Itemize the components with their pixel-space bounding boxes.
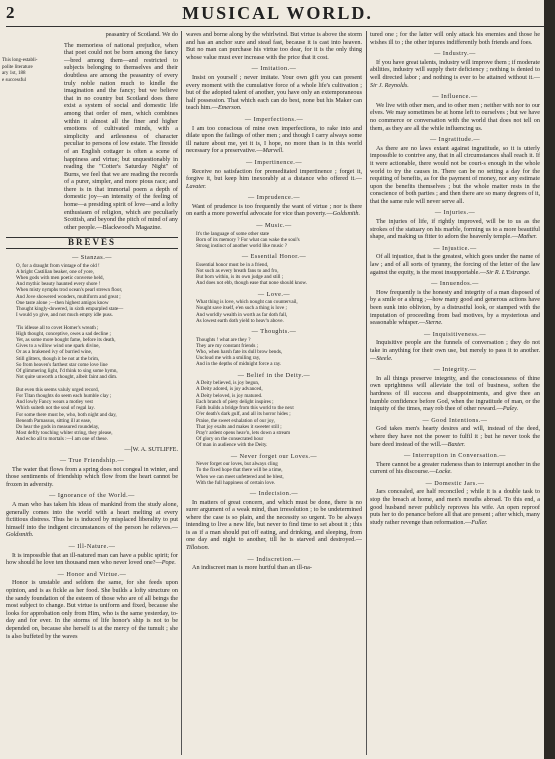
attribution: Locke. [435, 468, 452, 476]
paragraph-text: I am too conscious of mine own imperfections, to rake into and dilate upon the failings of other men ; and though I carry always some ill nature about me, yet it is, I hope, no more than is in this world necessary for a preservative.— [186, 124, 362, 155]
poem-love [196, 299, 362, 324]
verse-line: But born within, is its own judge and still ; [196, 274, 284, 281]
margin-note: polite literature [2, 64, 33, 70]
verse-line: They are my constant friends ; [196, 342, 259, 349]
section-title: — Belief in the Deity.— [237, 371, 311, 379]
paragraph-text: Jars concealed, are half reconciled ; while it is a double task to stop the breach at home, and men's mouths abroad. To this end, a good husband never publicly reproves his wife. An open reproof puts her to do penance before all that are present ; after which, many study rather revenge than reformation.— [370, 488, 540, 526]
poem-thoughts [196, 337, 362, 368]
verse-line: One taste alone ;—then highest amigos know [16, 299, 109, 306]
attribution: Lavater. [186, 182, 207, 190]
section-title: — Never forget our Loves.— [230, 452, 318, 460]
section-title: — Impertinence.— [245, 158, 303, 166]
article-paragraph [370, 339, 540, 362]
paragraph-text: If you have great talents, industry will improve them ; if moderate abilities, industry will supply their deficiency ; nothing is denied to well directed labor ; and nothing is ever to be attained without it.— [370, 58, 540, 81]
attribution: Sir J. Reynolds. [370, 81, 409, 89]
attribution: Sterne. [425, 319, 443, 327]
attribution: Goldsmith. [6, 531, 34, 539]
section-title: — Injustice.— [433, 244, 477, 252]
verse-line: And Jove showered wonders, multiform and great ; [16, 293, 121, 300]
article-paragraph: As there are no laws extant against ingratitude, so it is utterly impossible to contrive any, that in all circumstances shall reach it. If it were actionable, there would not be court-s enough in the whole world to try the causes in. There can be no setting a day for the requiting of benefits, as for the payment of money, nor any estimate upon the benefits themselves ; but the whole matter rests in the conscience of both parties ; and then there are so many degrees of it, that the same rule will never serve all. [370, 144, 540, 205]
poem-belief [196, 380, 362, 448]
verse-line: O, for a draught from vintage of the old ! [16, 262, 100, 269]
paragraph-text: It is impossible that an ill-natured man can have a public spirit; for how should he love ten thousand men who never loved one?— [6, 551, 178, 567]
paragraph-text: In matters of great concern, and which must be done, there is no surer argument of a weak mind, than irresolution ; to be undetermined where the case is so plain, and the necessity so urgent. To be always intending to live a new life, but never to find time to set about it ; this is as if a man should put off eating, and drinking, and sleeping, from one day and night to another, till he is starved and destroyed.— [186, 498, 362, 544]
verse-line: Essential honor must be in a friend, [196, 261, 269, 268]
section-title: — Innuendos.— [431, 280, 479, 288]
verse-line: A Deity believed, is joy begun, [196, 380, 260, 387]
section-title: — Industry.— [434, 50, 476, 58]
verse-line: That joy exalts and makes it sweeter still ; [196, 423, 282, 430]
attribution: Pope. [161, 559, 176, 567]
verse-line: It's the language of some other state [196, 230, 270, 237]
article-paragraph: waves and borne along by the whirlwind. But virtue is above the storm and has an anchor sure and stead fast, because it is cast into heaven. But no man can purchase his virtue too dear, for it is the only thing whose value must ever increase with the price that it cost. [186, 31, 362, 61]
margin-note: e successful [2, 77, 27, 83]
attribution: Fuller. [471, 518, 488, 526]
article-paragraph [370, 375, 540, 413]
verse-line: For Titan thoughts do seem each humble clay ; [16, 392, 112, 399]
section-title: — Ignorance of the World.— [49, 492, 135, 500]
column-2 [186, 31, 362, 755]
verse-line: When we can meet unfettered and be blest, [196, 473, 284, 480]
article-paragraph: The memoriess of national prejudice, when that poet could not be born among the fancy—bred among them—and restricted to subjects belonging to themselves and their doubtless are among the peasantry of every truly noble nation much to kindle the imagination and the fancy; but we believe that in no country but Scotland does there exist a system of social and domestic life among that order of men, which combines within it almost all the finer and higher emotions of cultivated minds, with a simplicity and artlessness of character peculiar to persons of low estate. The fireside of an English cottager is often a scene of happiness and virtue; but unquestionably in reading the "Cotter's Saturday Night" of Burns, we feel that we are reading the records of a purer, simpler, and more pious race; and there is in that immortal poem a depth of domestic joy—an intensity of the feeling of home—a presiding spirit of love—and a lofty enthusiasm of religion, which are peculiarly Scottish, and beyond the pitch of mind of any other people.—Blackwood's Magazine. [64, 41, 178, 231]
article-paragraph [6, 552, 178, 567]
article-paragraph [370, 488, 540, 526]
paragraph-text: Want of prudence is too frequently the want of virtue ; nor is there on earth a more powerful advocate for vice than poverty.— [186, 202, 362, 218]
poem-stanzas [16, 263, 178, 443]
poem-music [196, 231, 362, 250]
breves-heading: BREVES [6, 237, 178, 249]
section-title: — True Friendship.— [59, 457, 125, 465]
verse-line: Thought kingly-dowered, in sixth empurpled state— [16, 306, 124, 313]
verse-line: Or as a brakened ivy of burried wine, [16, 349, 93, 356]
article-paragraph [186, 74, 362, 112]
verse-line: With the full happiness of certain love. [196, 479, 276, 486]
article-paragraph [6, 501, 178, 539]
article-paragraph: An indiscreet man is more hurtful than an ill-na- [192, 564, 312, 572]
verse-line: And echo all to mortals :—I am one of these. [16, 436, 108, 443]
paragraph-text: God takes men's hearty desires and will, instead of the deed, where they have not the power to fulfil it ; but he never took the bare deed instead of the will.— [370, 425, 540, 448]
article-paragraph: The water that flows from a spring does not congeal in winter, and those sentiments of friendship which flow from the heart cannot be frozen in adversity. [6, 465, 178, 488]
article-paragraph: We live with other men, and to other men ; neither with nor to our elves. We may sometimes be at home left to ourselves ; but we have no commerce or conversation with the world that does not tell on them, as they are all the while influencing us. [370, 101, 540, 132]
verse-line: Never forget our loves, but always cling [196, 461, 278, 468]
section-title: — Imprudence.— [247, 194, 301, 202]
article-paragraph [370, 253, 540, 276]
paragraph-text: Receive no satisfaction for premeditated impertinence ; forget it, forgive it, but keep him inexorably at a distance who offered it.— [186, 167, 362, 183]
verse-line: Which suiteth not the soul of regal lay. [16, 405, 95, 412]
verse-line: Still glitters, though it be not at the brim, [16, 355, 100, 362]
verse-line: Of glimmering light, I'd think to sing some hymn, [16, 368, 118, 375]
paragraph-text: Of all injustice, that is the greatest, which goes under the name of law ; and of all sorts of tyranny, the forcing of the letter of the law against the equity, is the most insupportable.— [370, 253, 540, 276]
attribution: Sir R. L'Estrange. [486, 268, 531, 276]
verse-line: As lowest earth doth yield to heav'n above. [196, 317, 284, 324]
poem-essential-honor [196, 262, 362, 287]
article-paragraph [370, 218, 540, 241]
verse-line: A Deity adored, is joy advanced, [196, 386, 263, 393]
verse-line: Who, when harsh fate its dull brow bends, [196, 349, 283, 356]
section-title: — Love.— [257, 290, 291, 298]
article-paragraph [186, 499, 362, 552]
verse-line: Most deftly touching whiter string, they please, [16, 430, 113, 437]
verse-line: O'er death's dark gulf, and all its horror hides ; [196, 411, 291, 418]
attribution: Marvell. [262, 147, 284, 155]
verse-line: Born of its memory ? For what can wake the soul's [196, 236, 300, 243]
section-title: — Injuries.— [434, 209, 476, 217]
paragraph-text: In all things preserve integrity, and the consciousness of thine own uprightness will alleviate the toil of business, soften the hardness of ill success and disappointments, and give thee an humble confidence before God, when the ingratitude of man, or the iniquity of the times, may rob thee of other reward.— [370, 374, 540, 413]
column-divider [181, 31, 182, 755]
verse-line: Nought save itself, e'en such a thing is love ; [196, 305, 287, 312]
verse-line: Do hear the gods in measured roundelay, [16, 423, 100, 430]
section-title: — Ill-Nature.— [68, 543, 116, 551]
verse-line: 'Tis idlesse all to covet Homer's wreath ; [16, 324, 99, 331]
section-title: — Inquisitiveness.— [423, 330, 487, 338]
attribution: Steele. [376, 354, 393, 362]
verse-line: Yet, as some more bought fame, before its death, [16, 337, 116, 344]
article-paragraph: tured one ; for the latter will only attack his enemies and those he wishes ill to ; the other injures indifferently both friends and foes. [370, 31, 540, 46]
article-paragraph [186, 168, 362, 191]
poem-signature: —[W. A. SUTLIFFE. [124, 445, 178, 453]
verse-line: I would yo give, and not much empty idle puss. [16, 312, 113, 319]
attribution: Baxter. [447, 440, 466, 448]
attribution: Emerson. [217, 104, 242, 112]
article-paragraph: peasantry of Scotland. We do [105, 31, 178, 38]
verse-line: For some there must be, who, both night and day, [16, 411, 117, 418]
article-paragraph [370, 59, 540, 89]
verse-line: High thought, conceptive, owes a sad decline ; [16, 330, 111, 337]
paragraph-text: The injuries of life, if rightly improved, will be to us as the strokes of the statuary on his marble, forming us to a more beautiful shape, and making us fitter to adorn the heavenly temple.— [370, 218, 540, 241]
section-title: — Good Intentions.— [422, 416, 488, 424]
verse-line: But even this seems valuly urged record, [16, 386, 99, 393]
paragraph-text: Inquisitive people are the funnels of conversation ; they do not take in anything for their own use, but merely to pass it to another.— [370, 339, 540, 362]
article-paragraph [186, 125, 362, 155]
verse-line: Uncloud me with a smiling ray, [196, 355, 261, 362]
verse-line: Pray'r ardent opens heav'n, lets down a stream [196, 429, 291, 436]
section-title: — Indiscretion.— [247, 555, 301, 563]
verse-line: Of man in audience with the Deity. [196, 442, 268, 449]
section-title: — Imperfections.— [244, 115, 304, 123]
article-paragraph [370, 461, 540, 476]
article-paragraph [370, 289, 540, 327]
verse-line: And mythic beauty haunted every shore ! [16, 281, 101, 288]
paragraph-text: A man who has taken his ideas of mankind from the study alone, generally comes into the world with a heart melting at every fictitious distress. Thus he is induced by misplaced liberality to put himself into the indigent circumstances of the person he relieves.— [6, 501, 178, 531]
attribution: Tillotson. [186, 544, 210, 552]
verse-line: And in the depths of midnight force a ray. [196, 361, 282, 368]
verse-line: Faith builds a bridge from this world to the next [196, 405, 294, 412]
verse-line: When gods with men poetic converse held, [16, 275, 104, 282]
section-title: — Honor and Virtue.— [57, 570, 127, 578]
paragraph-text: How frequently is the honesty and integrity of a man disposed of by a smile or a shrug ;—how many good and generous actions have been sunk into oblivion, by a distrustful look, or stamped with the imputation of proceeding from bad motives, by a mysterious and seasonable whisper.— [370, 288, 540, 327]
margin-note: This long-establi- [2, 58, 38, 63]
paragraph-text: There cannot be a greater rudeness than to interrupt another in the current of his discourse.— [370, 460, 540, 476]
margin-notes [0, 58, 60, 84]
attribution: Mather. [517, 233, 538, 241]
column-1 [6, 31, 178, 755]
verse-line: A bright Castilian beaker, one of yore, [16, 268, 94, 275]
article-paragraph: Honor is unstable and seldom the same, for she feeds upon opinion, and is as fickle as her food. She builds a lofty structure on the sandy foundation of the esteem of those who are of all beings the most subject to change. But virtue is uniform and fixed, because she looks for approbation only from Him, who is the same yesterday, to-day and for ever. In the storms of life honor's ship is not to be depended on, because she herself is at the mercy of the tumult ; she is also buffeted by the waves [6, 579, 178, 640]
attribution: Goldsmith. [332, 210, 361, 218]
verse-line: And does not ebb, though ease that none should know. [196, 280, 308, 287]
verse-line: Praise, the sweet exhalation of our joy, [196, 417, 275, 424]
section-title: — Indecision.— [249, 489, 299, 497]
margin-note: ary 1st, 188 [2, 71, 26, 76]
paragraph-text: Insist on yourself ; never imitate. Your own gift you can present every moment with the cumulative force of a whole life's cultivation ; but of the adopted talent of another, you have only an extemporaneous half possession. That which each can do best, none but his Maker can teach him.— [186, 73, 362, 112]
masthead-title: MUSICAL WORLD. [182, 3, 373, 23]
section-title: — Essential Honor.— [241, 253, 307, 261]
section-title: — Interruption in Conversation.— [404, 452, 506, 460]
verse-line: Gives to a willow wind one spark divine, [16, 343, 100, 350]
section-title: — Music.— [256, 222, 292, 230]
page-number: 2 [6, 3, 15, 22]
verse-line: Not such as every breath fans to and fro, [196, 268, 279, 275]
poem-forget [196, 461, 362, 486]
verse-line: Not quite unworth a thought, albeit faint and dim. [16, 374, 118, 381]
section-title: — Imitation.— [251, 65, 297, 73]
verse-line: A Deity beloved, is joy matured. [196, 392, 263, 399]
verse-line: To the fixed hope that there will be a time, [196, 467, 283, 474]
binding-edge [544, 0, 555, 759]
verse-line: Thoughts ! what are they ? [196, 336, 251, 343]
attribution: Paley. [502, 405, 519, 413]
verse-line: Strong instinct of another world like music ? [196, 243, 287, 250]
verse-line: Beneath Parnassus, sitting ill at ease, [16, 417, 92, 424]
column-3 [370, 31, 540, 755]
section-title: — Thoughts.— [251, 328, 297, 336]
verse-line: Each branch of piety delight inspires ; [196, 398, 274, 405]
article-paragraph [186, 203, 362, 218]
verse-line: And lowly Fancy wears a motley vest [16, 399, 93, 406]
verse-line: When misty nymphs trod ocean's pearl strewn floor, [16, 287, 123, 294]
verse-line: And worldly wealth in worth as far doth fall, [196, 311, 288, 318]
section-title: — Integrity.— [433, 366, 477, 374]
header-rule [6, 26, 545, 27]
verse-line: Of glory on the consecrated hour [196, 436, 264, 443]
section-title: — Domestic Jars.— [425, 479, 485, 487]
column-divider [366, 31, 367, 755]
section-title: — Ingratitude.— [429, 136, 481, 144]
article-paragraph [370, 425, 540, 448]
section-title: — Influence.— [432, 93, 478, 101]
verse-line: What thing is love, which nought can countervail, [196, 299, 298, 306]
section-title: — Stanzas.— [72, 254, 112, 262]
verse-line: So from heaven's farthest star come love line [16, 361, 108, 368]
